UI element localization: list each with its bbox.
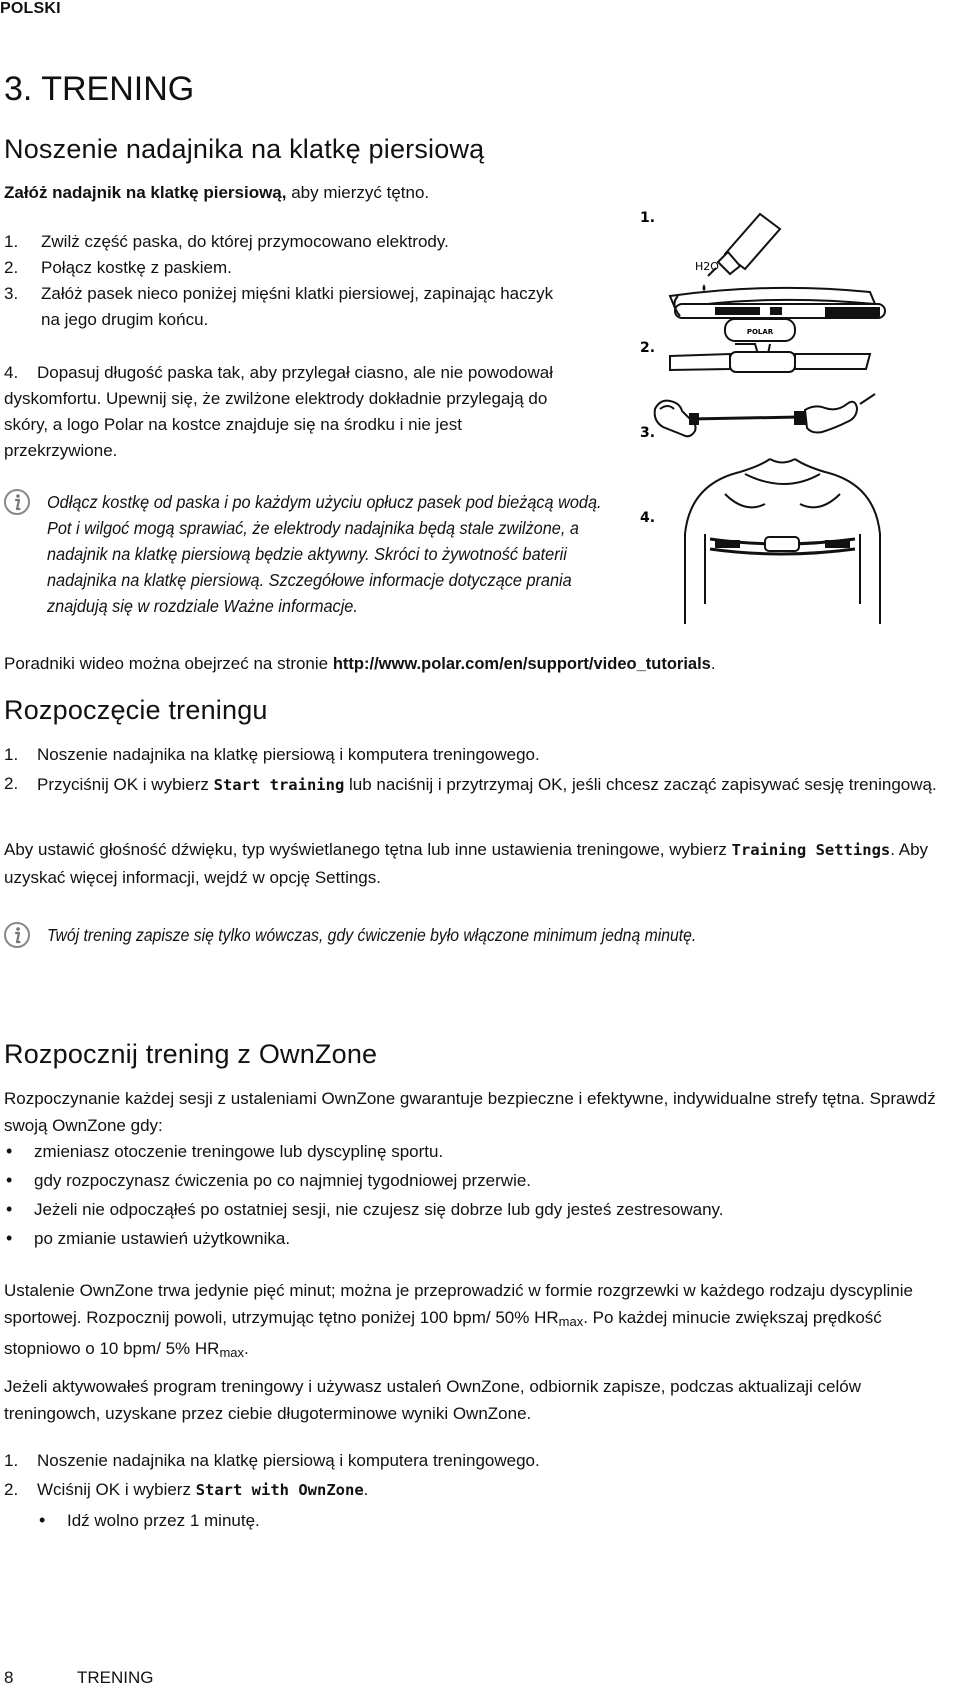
figure-label-1: 1. — [640, 210, 656, 226]
step-text: lub naciśnij i przytrzymaj OK, jeśli chcesz zacząć zapisywać sesję treningową. — [344, 775, 937, 794]
strap-icon — [670, 288, 885, 318]
step-text: Noszenie nadajnika na klatkę piersiową i komputera treningowego. — [37, 745, 540, 764]
video-tutorials-link[interactable]: http://www.polar.com/en/support/video_tutorials — [332, 655, 711, 673]
info-icon — [3, 921, 31, 949]
list-item: • zmieniasz otoczenie treningowe lub dyscyplinę sportu. — [4, 1137, 944, 1166]
intro-bold: Załóż nadajnik na klatkę piersiową, — [4, 183, 287, 202]
figure-label-3: 3. — [640, 425, 656, 441]
menu-item-start-with-ownzone: Start with OwnZone — [195, 1481, 364, 1499]
ownzone-intro: Rozpoczynanie każdej sesji z ustaleniami OwnZone gwarantuje bezpieczne i efektywne, indywidualne strefy tętna. Sprawdź swoją OwnZone gdy: — [4, 1089, 936, 1135]
ownzone-program-paragraph: Jeżeli aktywowałeś program treningowy i używasz ustaleń OwnZone, odbiornik zapisze, podczas aktualizaji celów treningowch, uzyskane przez ciebie długoterminowe wyniki OwnZone. — [4, 1377, 862, 1423]
step-text: Noszenie nadajnika na klatkę piersiową i komputera treningowego. — [37, 1451, 540, 1470]
water-bottle-icon — [703, 214, 781, 291]
list-item — [4, 1477, 954, 1503]
list-item — [4, 1448, 954, 1474]
section-title-wearing: Noszenie nadajnika na klatkę piersiową — [4, 134, 485, 164]
step-text: Załóż pasek nieco poniżej mięśni klatki piersiowej, zapinając haczyk na jego drugim końcu. — [41, 284, 554, 329]
paragraph-text: Aby ustawić głośność dźwięku, typ wyświetlanego tętna lub inne ustawienia treningowe, wybierz — [4, 840, 732, 859]
section-intro — [4, 180, 564, 206]
list-item — [4, 281, 574, 333]
step-number: 1. — [4, 1451, 19, 1470]
hands-icon — [655, 394, 875, 436]
menu-item-training-settings: Training Settings — [731, 841, 891, 859]
ownzone-conditions — [4, 1137, 944, 1253]
step-text: Połącz kostkę z paskiem. — [41, 258, 232, 277]
step-number: 1. — [4, 745, 19, 764]
video-suffix: . — [710, 654, 716, 673]
chapter-title: 3. TRENING — [4, 70, 195, 108]
chest-strap-figure — [630, 204, 960, 624]
step-text: Przyciśnij OK i wybierz — [37, 775, 214, 794]
section-title-start-training: Rozpoczęcie treningu — [4, 695, 268, 725]
video-tutorials-line — [4, 651, 954, 677]
step-number: 2. — [4, 774, 19, 793]
step-number: 4. — [4, 363, 19, 382]
intro-rest: aby mierzyć tętno. — [286, 183, 430, 202]
list-item — [4, 360, 579, 464]
figure-label-2: 2. — [640, 340, 656, 356]
figure-label-4: 4. — [640, 510, 656, 526]
paragraph-text: . Po każdej minucie zwiększaj prędkość stopniowo o 10 bpm/ 5% HR — [4, 1308, 882, 1358]
step-text: Wciśnij OK i wybierz — [37, 1480, 196, 1499]
step-number: 1. — [4, 232, 19, 251]
paragraph-text: . Aby uzyskać więcej informacji, wejdź w opcję Settings. — [4, 840, 929, 887]
subscript-max: max — [219, 1345, 245, 1360]
sub-bullets — [37, 1506, 937, 1535]
list-item: • po zmianie ustawień użytkownika. — [4, 1224, 944, 1253]
polar-logo: POLAR — [746, 328, 774, 336]
step-number: 3. — [4, 284, 19, 303]
list-item — [4, 255, 574, 281]
subscript-max: max — [558, 1314, 584, 1329]
settings-paragraph — [4, 836, 954, 891]
paragraph-text: Ustalenie OwnZone trwa jedynie pięć minut; można je przeprowadzić w formie rozgrzewki w każdego rodzaju dyscyplinie sportowej. Rozpocznij powoli, utrzymując tętno poniżej 100 bpm/ 50% HR — [4, 1281, 913, 1327]
list-item — [4, 742, 954, 768]
footer-section: TRENING — [77, 1668, 154, 1687]
h2o-label: H2O — [695, 260, 719, 273]
info-icon — [3, 488, 31, 516]
note-cleaning: Odłącz kostkę od paska i po każdym użyciu opłucz pasek pod bieżącą wodą. Pot i wilgoć mogą sprawiać, że elektrody nadajnika będą stale zwilżone, a nadajnik na klatkę piersiową będzie aktywny. Skróci to żywotność baterii nadajnika na klatkę piersiową. Szczegółowe informacje dotyczące prania znajdują się w rozdziale Ważne informacje. — [47, 492, 602, 616]
paragraph-text: . — [244, 1339, 249, 1358]
wearing-steps — [4, 229, 574, 333]
section-title-ownzone: Rozpocznij trening z OwnZone — [4, 1039, 378, 1069]
note-minimum-duration: Twój trening zapisze się tylko wówczas, gdy ćwiczenie było włączone minimum jedną minutę. — [47, 925, 697, 945]
connector-icon — [670, 319, 870, 372]
list-item: • Jeżeli nie odpocząłeś po ostatniej sesji, nie czujesz się dobrze lub gdy jesteś zestresowany. — [4, 1195, 944, 1224]
list-item: • gdy rozpoczynasz ćwiczenia po co najmniej tygodniowej przerwie. — [4, 1166, 944, 1195]
ownzone-duration-paragraph — [4, 1277, 939, 1366]
menu-item-start-training: Start training — [213, 776, 345, 794]
step-text: Dopasuj długość paska tak, aby przylegał ciasno, ale nie powodował dyskomfortu. Upewnij się, że zwilżone elektrody dokładnie przylegają do skóry, a logo Polar na kostce znajduje się na środku i nie jest przekrzywione. — [4, 363, 553, 460]
step-text: . — [363, 1480, 369, 1499]
step-text: Zwilż część paska, do której przymocowano elektrody. — [41, 232, 449, 251]
step-number: 2. — [4, 1480, 19, 1499]
video-prefix: Poradniki wideo można obejrzeć na stronie — [4, 654, 333, 673]
step-number: 2. — [4, 258, 19, 277]
list-item — [4, 229, 574, 255]
list-item: • Idź wolno przez 1 minutę. — [37, 1506, 937, 1535]
language-label: POLSKI — [0, 0, 61, 17]
torso-icon — [685, 459, 880, 624]
list-item — [4, 771, 954, 799]
page-number: 8 — [4, 1668, 14, 1687]
